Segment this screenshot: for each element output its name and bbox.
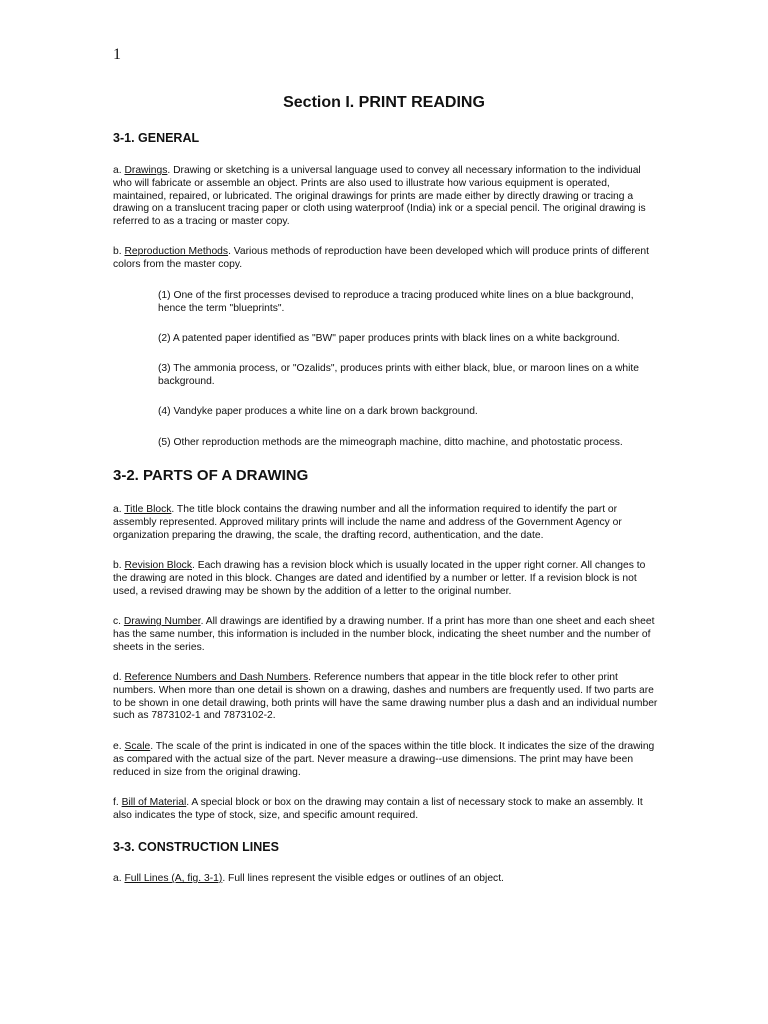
paragraph-title-block: a. Title Block. The title block contains the drawing number and all the information required to identify the part or assembly represented. Approved military prints will include the name and address of the Government Agency or organization preparing the drawing, the scale, the drafting record, authentication, and the date.	[113, 504, 622, 541]
paragraph-drawing-number: c. Drawing Number. All drawings are identified by a drawing number. If a print has more than one sheet and each sheet has the same number, this information is included in the number block, indicating the sheet number and the number of sheets in the series.	[113, 616, 655, 653]
paragraph-bill-of-material: f. Bill of Material. A special block or box on the drawing may contain a list of necessary stock to make an assembly. It also indicates the type of stock, size, and specific amount required.	[113, 797, 643, 821]
term-full-lines: Full Lines (A, fig. 3-1)	[124, 873, 223, 884]
term-drawings: Drawings	[124, 165, 168, 176]
paragraph-reference-numbers: d. Reference Numbers and Dash Numbers. Reference numbers that appear in the title block refer to other print numbers. When more than one detail is shown on a drawing, dashes and numbers are frequently used. If two parts are to be shown in one detail drawing, both prints will have the same drawing number plus a dash and an individual number such as 7873102-1 and 7873102-2.	[113, 672, 658, 722]
term-reference-numbers: Reference Numbers and Dash Numbers	[124, 672, 309, 683]
term-scale: Scale	[124, 741, 151, 752]
paragraph-drawings: a. Drawings. Drawing or sketching is a universal language used to convey all necessary information to the individual who will fabricate or assemble an object. Prints are also used to illustrate how various equipment is operated, maintained, repaired, or lubricated. The original drawings for prints are made either by directly drawing or tracing a drawing on a translucent tracing paper or cloth using waterproof (India) ink or a special pencil. The original drawing is referred to as a tracing or master copy.	[113, 165, 646, 228]
list-item: (2) A patented paper identified as "BW" paper produces prints with black lines on a white background.	[158, 333, 620, 344]
heading-general: 3-1. GENERAL	[113, 131, 200, 145]
list-item: (5) Other reproduction methods are the mimeograph machine, ditto machine, and photostatic process.	[158, 437, 623, 448]
list-item: (3) The ammonia process, or "Ozalids", produces prints with either black, blue, or maroon lines on a white background.	[158, 363, 639, 387]
page-number: 1	[113, 46, 121, 63]
list-item: (4) Vandyke paper produces a white line on a dark brown background.	[158, 406, 478, 417]
paragraph-scale: e. Scale. The scale of the print is indicated in one of the spaces within the title block. It indicates the size of the drawing as compared with the actual size of the part. Never measure a drawing--use dimensions. The print may have been reduced in size from the original drawing.	[113, 741, 655, 778]
term-revision-block: Revision Block	[124, 560, 192, 571]
term-reproduction-methods: Reproduction Methods	[124, 246, 229, 257]
paragraph-revision-block: b. Revision Block. Each drawing has a revision block which is usually located in the upper right corner. All changes to the drawing are noted in this block. Changes are dated and identified by a number or letter. If a revision block is not used, a revised drawing may be shown by the addition of a letter to the original number.	[113, 560, 646, 597]
term-bill-of-material: Bill of Material	[121, 797, 187, 808]
list-item: (1) One of the first processes devised to reproduce a tracing produced white lines on a blue background, hence the term "blueprints".	[158, 290, 634, 314]
paragraph-text: . Drawing or sketching is a universal language used to convey all necessary information to the individual who will fabricate or assemble an object. Prints are also used to illustrate how various equipment is operated, maintained, repaired, or lubricated. The original drawings for prints are made either by directly drawing or tracing a drawing on a translucent tracing paper or cloth using waterproof (India) ink or a special pencil. The original drawing is referred to as a tracing or master copy.	[113, 165, 646, 228]
paragraph-reproduction-methods: b. Reproduction Methods. Various methods of reproduction have been developed which will produce prints of different colors from the master copy.	[113, 246, 649, 270]
paragraph-full-lines: a. Full Lines (A, fig. 3-1). Full lines represent the visible edges or outlines of an object.	[113, 873, 504, 884]
term-title-block: Title Block	[124, 504, 172, 515]
section-title: Section I. PRINT READING	[283, 94, 485, 111]
heading-parts-of-a-drawing: 3-2. PARTS OF A DRAWING	[113, 467, 309, 484]
term-drawing-number: Drawing Number	[123, 616, 201, 627]
heading-construction-lines: 3-3. CONSTRUCTION LINES	[113, 840, 279, 854]
paragraph-text: . Various methods of reproduction have been developed which will produce prints of different colors from the master copy.	[113, 246, 649, 270]
